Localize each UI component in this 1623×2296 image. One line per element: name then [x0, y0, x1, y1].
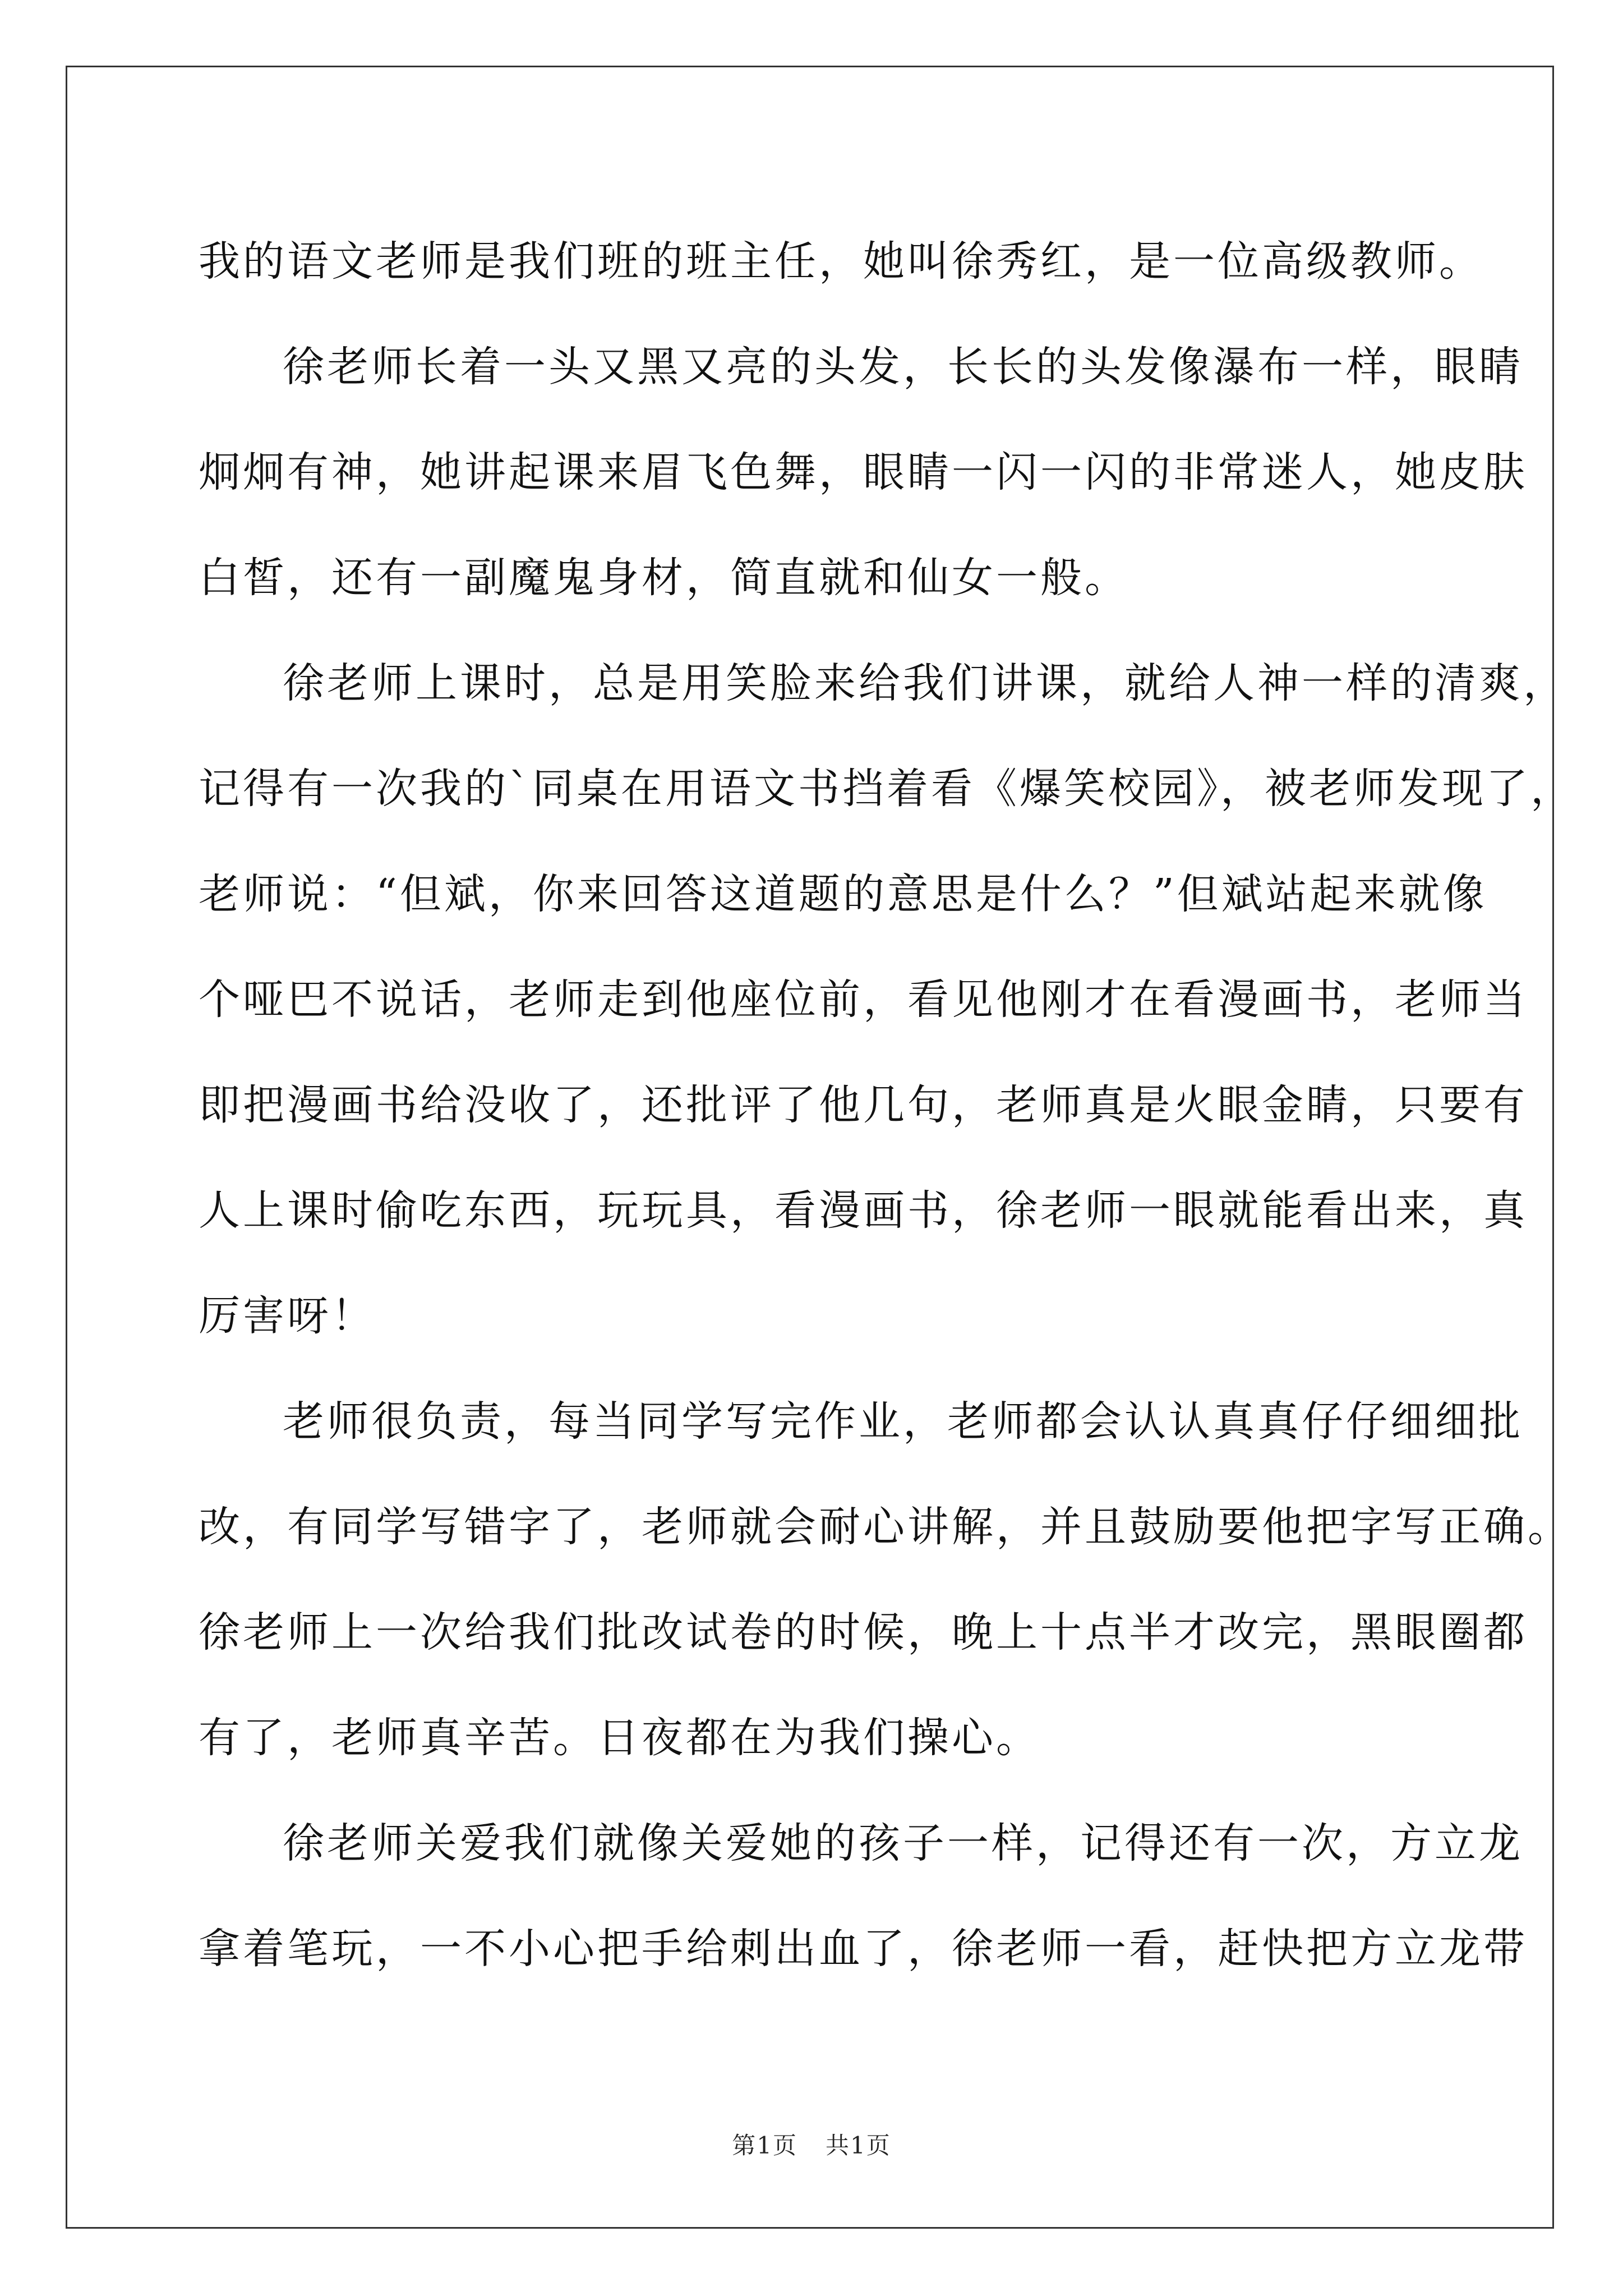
paragraph-4-line-4: 有了，老师真辛苦。日夜都在为我们操心。: [199, 1714, 1040, 1762]
paragraph-4-line-3: 徐老师上一次给我们批改试卷的时候，晚上十点半才改完，黑眼圈都: [199, 1608, 1528, 1657]
paragraph-4-line-1: 老师很负责，每当同学写完作业，老师都会认认真真仔仔细细批: [283, 1397, 1523, 1446]
paragraph-3-line-4: 个哑巴不说话，老师走到他座位前，看见他刚才在看漫画书，老师当: [199, 976, 1528, 1024]
paragraph-3-line-1: 徐老师上课时，总是用笑脸来给我们讲课，就给人神一样的清爽，: [283, 659, 1567, 707]
paragraph-4-line-2: 改，有同学写错字了，老师就会耐心讲解，并且鼓励要他把字写正确。: [199, 1503, 1572, 1551]
page-number-total: 共1页: [826, 2132, 891, 2159]
paragraph-3-line-7: 厉害呀！: [199, 1292, 376, 1340]
page-number-current: 第1页: [732, 2132, 797, 2159]
page-footer: [0, 2127, 1623, 2161]
paragraph-3-line-5: 即把漫画书给没收了，还批评了他几句，老师真是火眼金睛，只要有: [199, 1081, 1528, 1129]
paragraph-3-line-6: 人上课时偷吃东西，玩玩具，看漫画书，徐老师一眼就能看出来，真: [199, 1186, 1528, 1235]
paragraph-3-line-2: 记得有一次我的`同桌在用语文书挡着看《爆笑校园》，被老师发现了，: [199, 765, 1575, 813]
paragraph-3-line-3: 老师说：“但斌，你来回答这道题的意思是什么？”但斌站起来就像: [199, 870, 1487, 918]
paragraph-1-line-1: 我的语文老师是我们班的班主任，她叫徐秀红，是一位高级教师。: [199, 237, 1483, 286]
paragraph-5-line-2: 拿着笔玩，一不小心把手给刺出血了，徐老师一看，赶快把方立龙带: [199, 1925, 1528, 1973]
document-body: [199, 209, 1575, 2001]
paragraph-2-line-3: 白皙，还有一副魔鬼身材，简直就和仙女一般。: [199, 554, 1129, 602]
paragraph-2-line-1: 徐老师长着一头又黑又亮的头发，长长的头发像瀑布一样，眼睛: [283, 343, 1523, 391]
paragraph-2-line-2: 炯炯有神，她讲起课来眉飞色舞，眼睛一闪一闪的非常迷人，她皮肤: [199, 448, 1528, 496]
paragraph-5-line-1: 徐老师关爱我们就像关爱她的孩子一样，记得还有一次，方立龙: [283, 1819, 1523, 1867]
